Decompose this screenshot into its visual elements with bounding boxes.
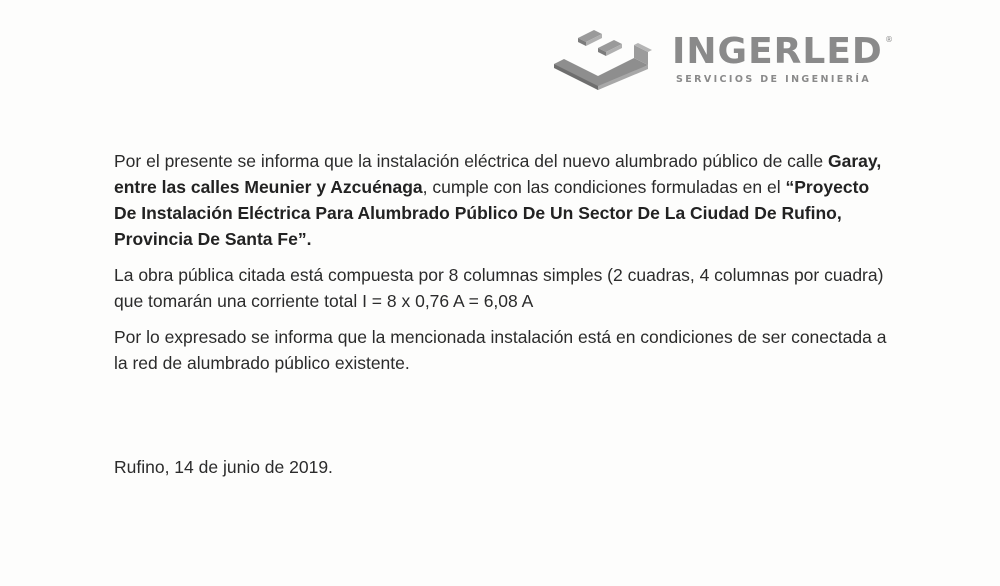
street-location-bold: Garay, entre las calles Meunier y Azcuénaga bbox=[114, 151, 882, 197]
company-tagline: SERVICIOS DE INGENIERÍA bbox=[676, 74, 872, 85]
paragraph-connection-ready: Por lo expresado se informa que la mencionada instalación está en condiciones de ser conectada a la red de alumbrado público existente. bbox=[114, 327, 887, 373]
company-name: INGERLED bbox=[672, 31, 883, 72]
paragraph-1-text-a: Por el presente se informa que la instalación eléctrica del nuevo alumbrado público de calle bbox=[114, 151, 829, 171]
paragraph-installation-compliance bbox=[114, 148, 894, 252]
paragraph-columns-current: La obra pública citada está compuesta por 8 columnas simples (2 cuadras, 4 columnas por cuadra) que tomarán una corriente total I = 8 x 0,76 A = 6,08 A bbox=[114, 265, 884, 311]
paragraph-1-text-b: , cumple con las condiciones formuladas en el bbox=[422, 177, 786, 197]
letter-body bbox=[114, 148, 894, 386]
date-line: Rufino, 14 de junio de 2019. bbox=[114, 457, 333, 477]
registered-trademark-mark: ® bbox=[885, 35, 893, 44]
stacked-blocks-logo-icon bbox=[552, 26, 657, 92]
company-letterhead bbox=[552, 26, 902, 96]
project-title-bold: “Proyecto De Instalación Eléctrica Para Alumbrado Público De Un Sector De La Ciudad De Rufino, Provincia De Santa Fe”. bbox=[114, 177, 870, 249]
